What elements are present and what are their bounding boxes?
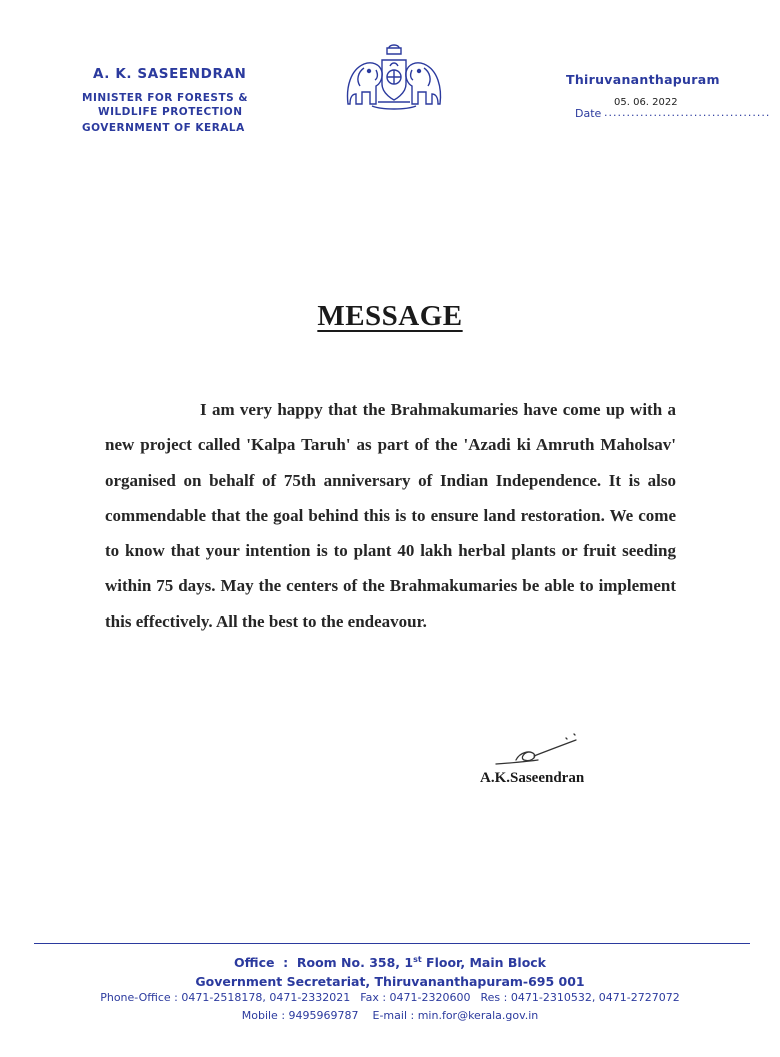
footer-office-sup: st [413,955,422,964]
footer-address: Government Secretariat, Thiruvananthapuram-695 001 [195,974,585,989]
date-value: 05. 06. 2022 [614,97,678,108]
footer-office: Office : Room No. 358, 1st Floor, Main Block [234,955,546,971]
letterhead-title-line1: MINISTER FOR FORESTS & [82,92,248,104]
footer-mobile: Mobile : 9495969787 [241,1009,359,1022]
footer-email: E-mail : min.for@kerala.gov.in [372,1009,539,1022]
letterhead-city: Thiruvananthapuram [566,72,720,87]
footer-phone-office: Phone-Office : 0471-2518178, 0471-2332021 [100,991,351,1004]
footer-contact [0,1009,780,1022]
message-body: I am very happy that the Brahmakumaries have come up with a new project called 'Kalpa Taruh' as part of the 'Azadi ki Amruth Maholsav' organised on behalf of 75th anniversary of Indian Independence. It is also commendable that the goal behind this is to ensure land restoration. We come to know that your intention is to plant 40 lakh herbal plants or fruit seeding within 75 days. May the centers of the Brahmakumaries be able to implement this effectively. All the best to the endeavour. [105,400,676,631]
footer-res: Res : 0471-2310532, 0471-2727072 [480,991,680,1004]
footer-office-floor: Floor, Main Block [421,955,546,971]
letterhead-name: A. K. SASEENDRAN [93,66,247,82]
date-dotted-line: ..................................... [604,106,771,119]
footer-fax: Fax : 0471-2320600 [360,991,471,1004]
page-title [0,300,780,333]
letterhead-title-line2: WILDLIFE PROTECTION [98,106,243,118]
footer-phones [0,991,780,1004]
kerala-emblem-icon [342,44,446,112]
date-label: Date [575,107,602,120]
signature-icon [490,730,600,770]
page-title-text: MESSAGE [317,300,463,332]
footer-office-room: Room No. 358, 1 [296,955,414,971]
footer-divider [34,943,750,944]
signatory-name: A.K.Saseendran [480,770,585,786]
footer-office-label: Office [234,955,275,971]
letterhead-title-line3: GOVERNMENT OF KERALA [82,122,245,134]
